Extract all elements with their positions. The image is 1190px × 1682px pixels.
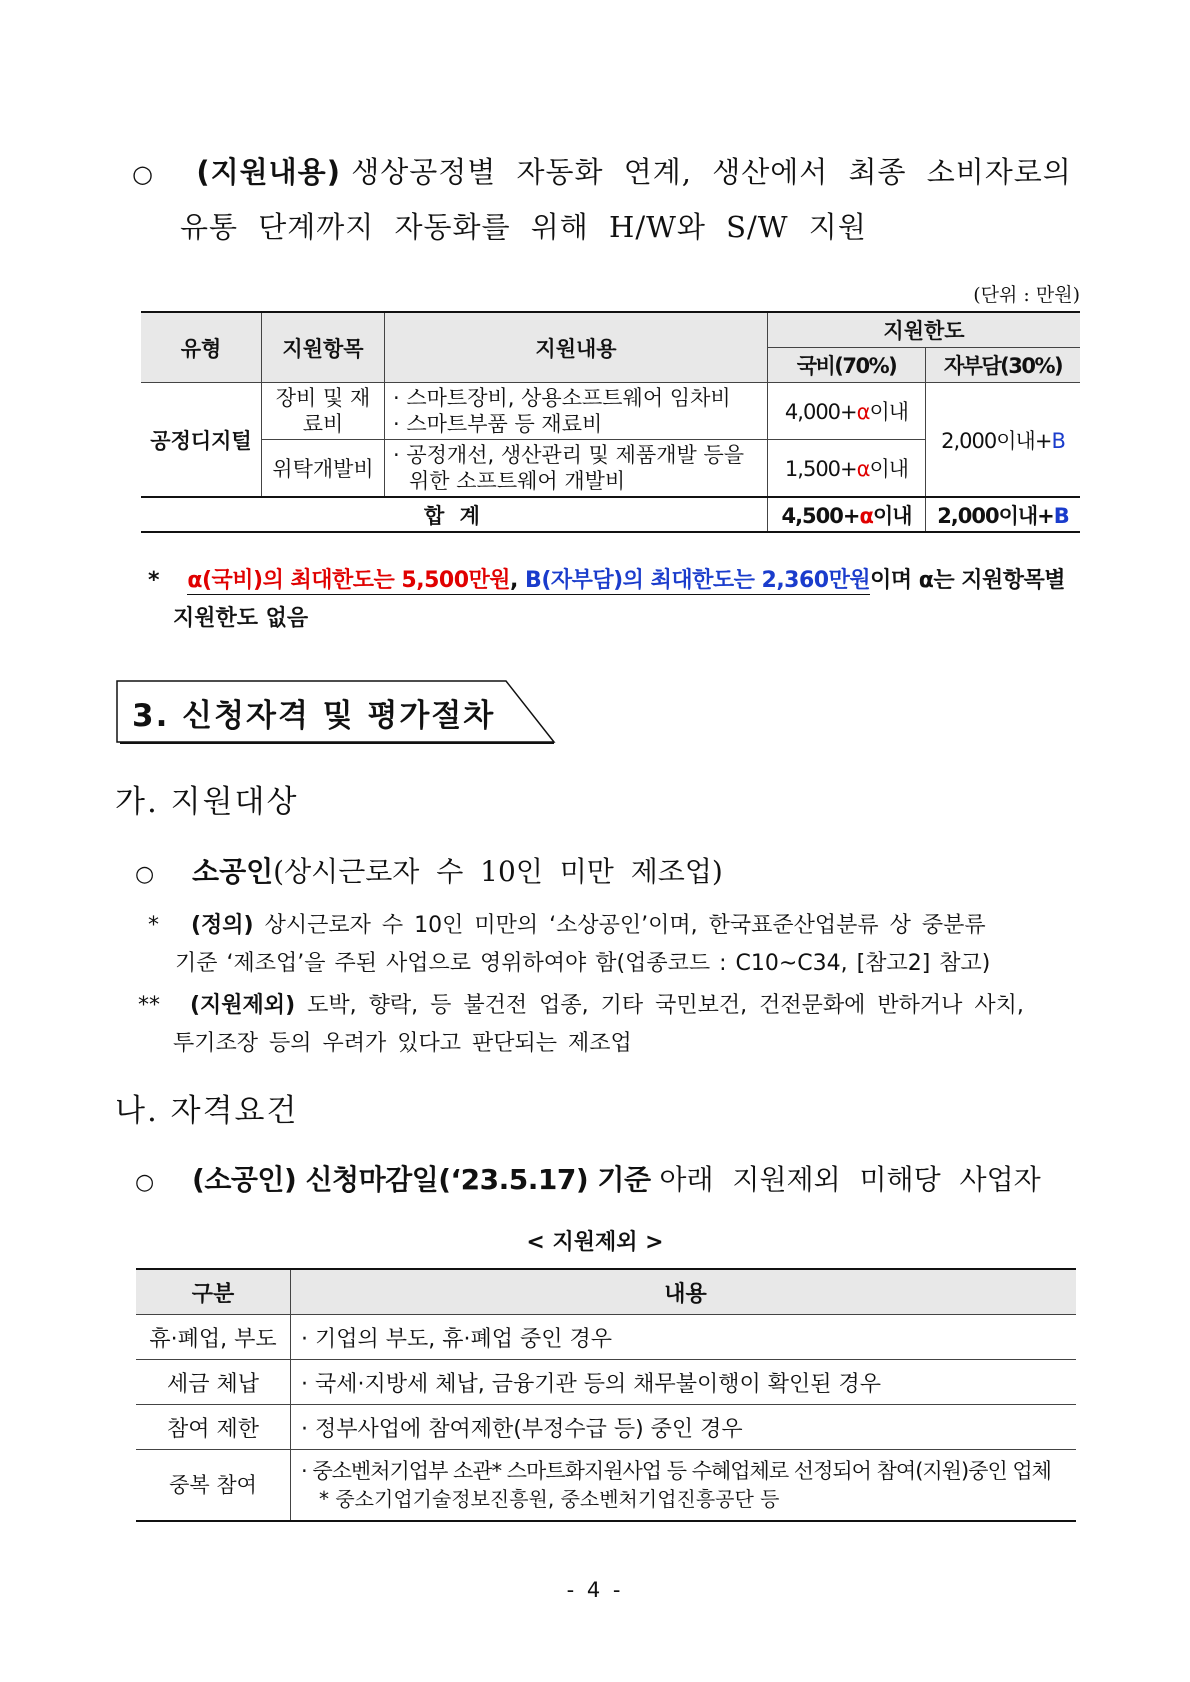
table-row: [136, 1315, 1076, 1360]
unit-note: (단위 : 만원): [973, 284, 1080, 306]
subsection-title-na: 나. 자격요건: [115, 1093, 299, 1129]
support-content-line2: 유통 단계까지 자동화를 위해 H/W와 S/W 지원: [180, 210, 867, 244]
content-line: · 중소벤처기업부 소관* 스마트화지원사업 등 수혜업체로 선정되어 참여(지원)중인 업체: [301, 1459, 1051, 1483]
item-cell: 위탁개발비: [262, 440, 385, 498]
target-paragraph: [135, 850, 723, 890]
total-self: [926, 497, 1081, 532]
national-max-text: α(국비)의 최대한도는 5,500만원: [187, 568, 511, 593]
note-star: *: [148, 568, 160, 593]
category-cell: 휴·폐업, 부도: [136, 1315, 291, 1360]
category-cell: 세금 체납: [136, 1360, 291, 1405]
exclusion-table: [136, 1268, 1076, 1522]
content-line: · 공정개선, 생산관리 및 제품개발 등을: [393, 443, 745, 467]
note-star: *: [148, 913, 159, 938]
content-cell: [291, 1450, 1077, 1522]
alpha-symbol: α: [856, 457, 870, 481]
total-row: [141, 497, 1080, 532]
section-title: 3. 신청자격 및 평가절차: [132, 698, 496, 734]
alpha-symbol: α: [859, 503, 873, 528]
qualification-rest: 아래 지원제외 미해당 사업자: [659, 1163, 1041, 1196]
table-row: [141, 383, 1080, 440]
bullet: ○: [132, 160, 154, 188]
total-national-amount: 4,500+: [781, 503, 860, 528]
subsection-title-ga: 가. 지원대상: [115, 784, 299, 820]
content-cell: [385, 383, 768, 440]
category-cell: 참여 제한: [136, 1405, 291, 1450]
note-underlined: [187, 568, 870, 595]
header-limit: 지원한도: [768, 312, 1081, 348]
content-cell: [385, 440, 768, 498]
self-amount: 2,000이내+: [941, 428, 1052, 453]
category-cell: 중복 참여: [136, 1450, 291, 1522]
self-max-text: B(자부담)의 최대한도는 2,360만원: [525, 568, 871, 593]
exclusion-text: 도박, 향락, 등 불건전 업종, 기타 국민보건, 건전문화에 반하거나 사치,: [307, 993, 1024, 1018]
content-cell: · 기업의 부도, 휴·폐업 중인 경우: [291, 1315, 1077, 1360]
content-subnote: * 중소기업기술정보진흥원, 중소벤처기업진흥공단 등: [319, 1487, 780, 1511]
note-comma: ,: [510, 568, 518, 593]
national-limit-cell: [768, 440, 926, 498]
note-star: **: [138, 993, 160, 1018]
limit-note: [148, 563, 1088, 594]
content-cell: · 국세·지방세 체납, 금융기관 등의 채무불이행이 확인된 경우: [291, 1360, 1077, 1405]
header-category: 구분: [136, 1269, 291, 1315]
target-bold: 소공인: [192, 855, 274, 888]
total-self-amount: 2,000이내+: [937, 503, 1054, 528]
header-type: 유형: [141, 312, 262, 383]
content-line: · 스마트부품 등 재료비: [393, 412, 603, 436]
qualification-paragraph: [135, 1158, 1095, 1198]
beta-symbol: B: [1051, 428, 1065, 453]
national-suffix: 이내: [869, 400, 909, 424]
alpha-symbol: α: [856, 400, 870, 424]
support-content-paragraph: [132, 150, 1092, 191]
support-limit-table: [141, 311, 1080, 533]
table-row: [136, 1405, 1076, 1450]
support-content-text: 생상공정별 자동화 연계, 생산에서 최종 소비자로의: [351, 155, 1072, 189]
national-amount: 1,500+: [784, 457, 857, 481]
header-content: 내용: [291, 1269, 1077, 1315]
definition-line2: 기준 ‘제조업’을 주된 사업으로 영위하여야 함(업종코드 : C10~C34, [참고2] 참고): [175, 951, 991, 976]
limit-note-line2: 지원한도 없음: [173, 606, 309, 631]
national-amount: 4,000+: [784, 400, 857, 424]
total-label: 합 계: [141, 497, 768, 532]
item-cell: 장비 및 재료비: [262, 383, 385, 440]
content-line: · 스마트장비, 상용소프트웨어 임차비: [393, 386, 731, 410]
definition-text: 상시근로자 수 10인 미만의 ‘소상공인’이며, 한국표준산업분류 상 중분류: [264, 913, 986, 938]
page-number: - 4 -: [566, 1578, 624, 1602]
table-row: [136, 1450, 1076, 1522]
definition-note: [148, 908, 1088, 939]
target-rest: (상시근로자 수 10인 미만 제조업): [273, 855, 723, 888]
header-item: 지원항목: [262, 312, 385, 383]
support-content-label: (지원내용): [196, 155, 341, 189]
content-cell: · 정부사업에 참여제한(부정수급 등) 중인 경우: [291, 1405, 1077, 1450]
self-limit-cell: [926, 383, 1081, 498]
exclusion-note: [138, 988, 1088, 1019]
type-cell: 공정디지털: [141, 383, 262, 498]
content-line: 위한 소프트웨어 개발비: [409, 469, 626, 493]
beta-symbol: B: [1053, 503, 1069, 528]
bullet: ○: [135, 862, 155, 887]
header-content: 지원내용: [385, 312, 768, 383]
total-national-suffix: 이내: [872, 503, 912, 528]
note-tail: 이며 α는 지원항목별: [870, 568, 1066, 593]
national-suffix: 이내: [869, 457, 909, 481]
header-national: 국비(70%): [768, 348, 926, 383]
qualification-bold: (소공인) 신청마감일(‘23.5.17) 기준: [192, 1163, 651, 1196]
exclusion-table-caption: < 지원제외 >: [526, 1230, 664, 1255]
total-national: [768, 497, 926, 532]
definition-label: (정의): [191, 913, 254, 938]
exclusion-line2: 투기조장 등의 우려가 있다고 판단되는 제조업: [173, 1031, 632, 1056]
national-limit-cell: [768, 383, 926, 440]
table-row: [136, 1360, 1076, 1405]
header-self: 자부담(30%): [926, 348, 1081, 383]
exclusion-label: (지원제외): [190, 993, 296, 1018]
bullet: ○: [135, 1170, 155, 1195]
